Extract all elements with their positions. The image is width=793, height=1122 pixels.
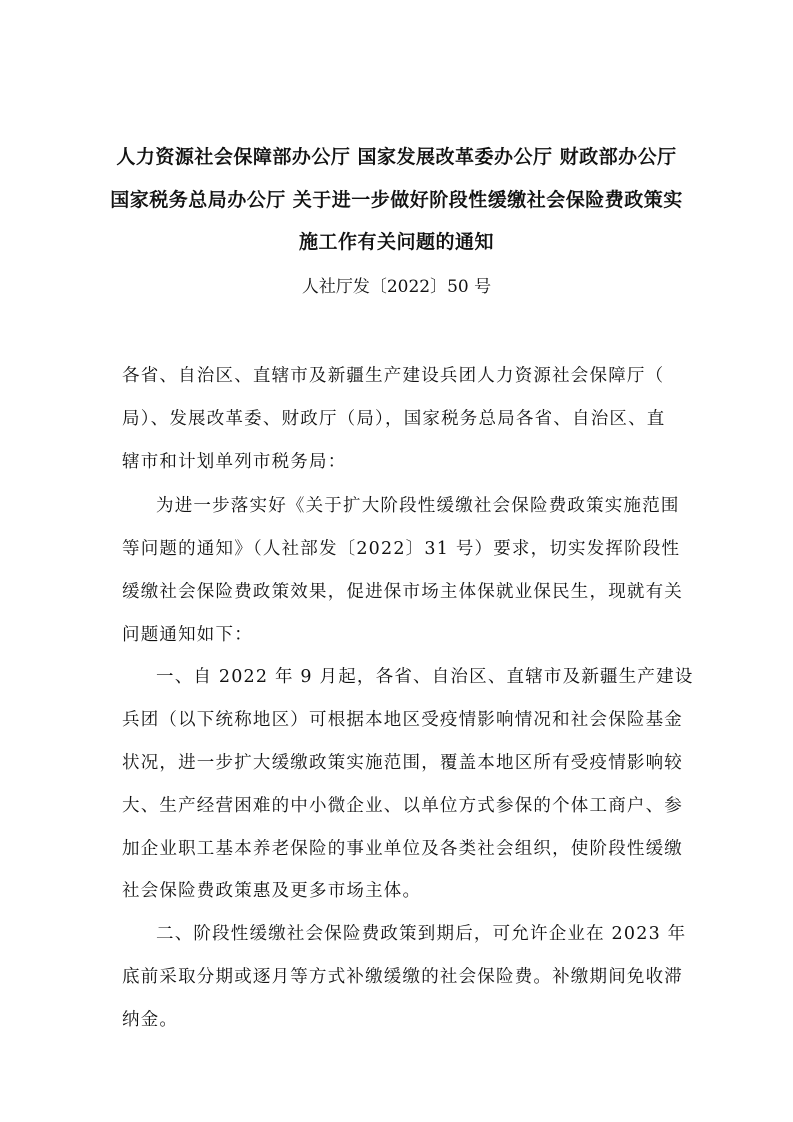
paragraph-2-line-1: 一、自 2022 年 9 月起，各省、自治区、直辖市及新疆生产建设 — [156, 667, 694, 687]
paragraph-3-line-2: 底前采取分期或逐月等方式补缴缓缴的社会保险费。补缴期间免收滞 — [122, 967, 683, 987]
paragraph-1-line-1: 为进一步落实好《关于扩大阶段性缓缴社会保险费政策实施范围 — [156, 496, 680, 516]
addressee-line-1: 各省、自治区、直辖市及新疆生产建设兵团人力资源社会保障厅（ — [122, 366, 665, 386]
paragraph-1-line-4: 问题通知如下： — [122, 625, 253, 645]
document-number: 人社厅发〔2022〕50 号 — [301, 277, 492, 297]
document-title-line-3: 施工作有关问题的通知 — [298, 231, 494, 253]
paragraph-1-line-3: 缓缴社会保险费政策效果，促进保市场主体保就业保民生，现就有关 — [122, 582, 683, 602]
addressee-line-2: 局）、发展改革委、财政厅（局），国家税务总局各省、自治区、直 — [122, 409, 666, 429]
paragraph-1-line-2: 等问题的通知》（人社部发〔2022〕31 号）要求，切实发挥阶段性 — [122, 539, 681, 559]
paragraph-2-line-4: 大、生产经营困难的中小微企业、以单位方式参保的个体工商户、参 — [122, 796, 683, 816]
paragraph-2-line-3: 状况，进一步扩大缓缴政策实施范围，覆盖本地区所有受疫情影响较 — [122, 753, 683, 773]
paragraph-2-line-5: 加企业职工基本养老保险的事业单位及各类社会组织，使阶段性缓缴 — [122, 839, 683, 859]
document-title-line-1: 人力资源社会保障部办公厅 国家发展改革委办公厅 财政部办公厅 — [116, 146, 677, 168]
document-title-line-2: 国家税务总局办公厅 关于进一步做好阶段性缓缴社会保险费政策实 — [110, 189, 683, 211]
paragraph-2-line-6: 社会保险费政策惠及更多市场主体。 — [122, 881, 422, 901]
addressee-line-3: 辖市和计划单列市税务局： — [122, 452, 347, 472]
paragraph-2-line-2: 兵团（以下统称地区）可根据本地区受疫情影响情况和社会保险基金 — [122, 710, 683, 730]
paragraph-3-line-3: 纳金。 — [122, 1010, 179, 1030]
paragraph-3-line-1: 二、阶段性缓缴社会保险费政策到期后，可允许企业在 2023 年 — [156, 924, 687, 944]
